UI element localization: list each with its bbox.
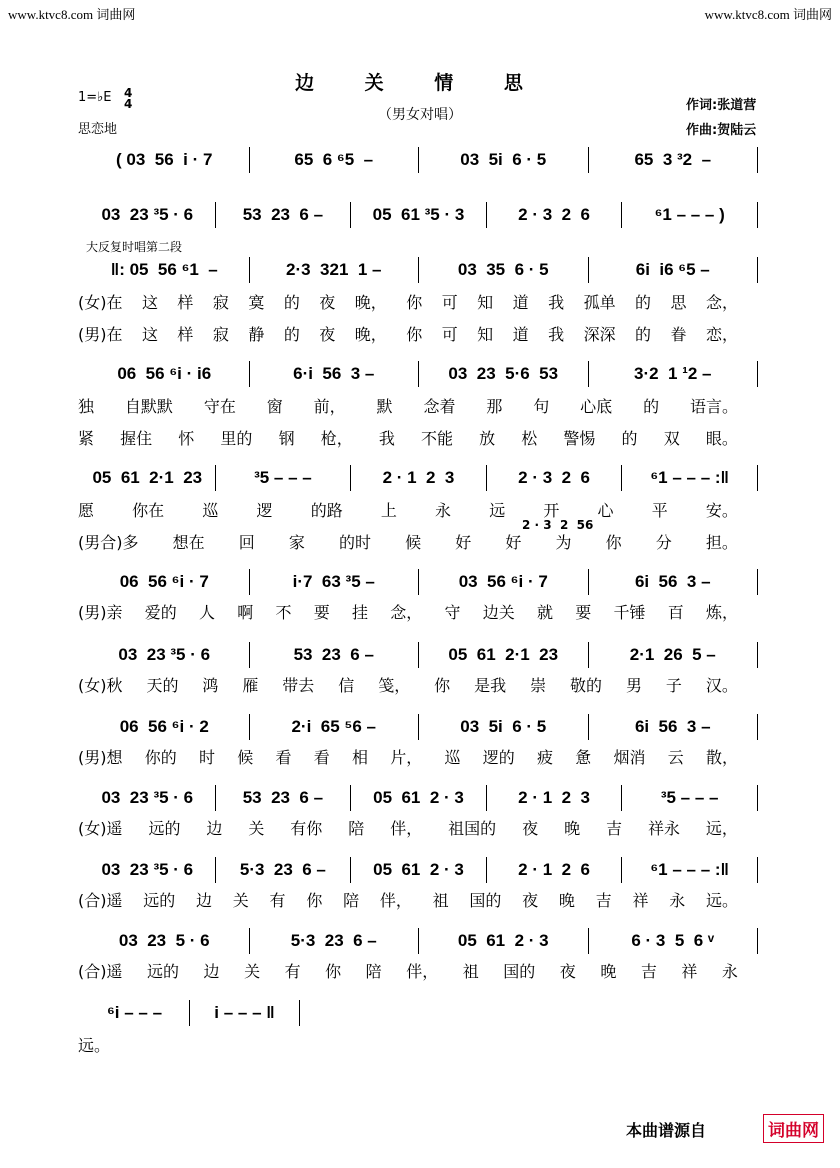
lyric-word: 眷 (670, 325, 687, 344)
bar-line (757, 465, 758, 491)
lyric-word: 语言。 (689, 397, 738, 416)
lyric-word: 云 (667, 748, 684, 767)
lyric-word: 好 (455, 533, 472, 552)
lyric-line (78, 673, 738, 696)
measure: 2 · 3 2 6 (518, 205, 590, 224)
watermark-left: www.ktvc8.com 词曲网 (8, 7, 136, 22)
lyric-word: 握住 (120, 429, 153, 448)
lyric-word: 静 (248, 325, 265, 344)
notation-line (80, 929, 758, 953)
lyric-word: (男合)多 (78, 533, 139, 552)
lyric-word: 要 (313, 603, 330, 622)
measure: 03 35 6 · 5 (457, 260, 549, 279)
lyric-word: 夜 (559, 962, 576, 981)
lyric-word: 陪 (348, 819, 365, 838)
bar-line (299, 1000, 300, 1026)
lyric-word: 吉 (640, 962, 657, 981)
lyric-word: 的 (283, 325, 300, 344)
lyric-word: 夜 (319, 293, 336, 312)
measure: 2 · 3 2 6 (518, 468, 590, 487)
lyric-word: (合)遥 (78, 891, 123, 910)
measure: 6i 56 3 – (634, 572, 711, 591)
measure: 03 23 5 · 6 (118, 931, 210, 950)
lyric-word: 祥永 (647, 819, 680, 838)
lyric-word: 远的 (147, 962, 180, 981)
measure: 6 · 3 5 6 ᵛ (631, 931, 715, 950)
lyric-word: 不 (275, 603, 292, 622)
bar-line (757, 785, 758, 811)
measure: 03 23 5·6 53 (448, 364, 559, 383)
inline-alt-notes: 2 · 3 2 56 (522, 518, 594, 532)
measure: 05 61 2·1 23 (92, 468, 203, 487)
lyric-word: 鸿 (202, 676, 219, 695)
lyric-word: 你 (306, 891, 323, 910)
lyric-word: 可 (441, 325, 458, 344)
measure: 53 23 6 – (242, 205, 324, 224)
lyric-word: 窗 (266, 397, 283, 416)
measure: 5·3 23 6 – (239, 860, 326, 879)
lyric-word: 候 (237, 748, 254, 767)
lyric-word: 永 (669, 891, 686, 910)
lyric-line (78, 290, 738, 313)
lyric-word: 看 (275, 748, 292, 767)
measure: 2 · 1 2 6 (518, 860, 590, 879)
lyric-word: (女)遥 (78, 819, 123, 838)
lyric-word: (男)想 (78, 748, 123, 767)
footer-brand-logo[interactable]: 词曲网 (763, 1114, 824, 1143)
footer-source-label: 本曲谱源自 (626, 1121, 707, 1140)
lyric-word: 远的 (143, 891, 176, 910)
lyric-word: 开 (543, 501, 560, 520)
lyric-word: 有你 (290, 819, 323, 838)
lyric-word: 孤单 (583, 293, 616, 312)
lyric-word: 思 (670, 293, 687, 312)
measure: 6·i 56 3 – (293, 364, 375, 383)
lyric-word: 念着 (423, 397, 456, 416)
lyric-word: 挂 (351, 603, 368, 622)
lyric-word: (男)在 (78, 325, 123, 344)
lyric-word: 的时 (338, 533, 371, 552)
notation-line (80, 715, 758, 739)
time-signature (124, 88, 132, 110)
measure: 5·3 23 6 – (290, 931, 377, 950)
lyric-word: 安。 (705, 501, 738, 520)
measure: 53 23 6 – (242, 788, 324, 807)
lyric-line (78, 600, 738, 623)
lyric-word: 我 (548, 325, 565, 344)
lyric-line (78, 888, 738, 911)
lyric-word: 逻的 (482, 748, 515, 767)
measure: 6i 56 3 – (634, 717, 711, 736)
bar-line (757, 361, 758, 387)
lyric-word: 远， (705, 819, 738, 838)
lyric-word: 我 (378, 429, 395, 448)
lyric-word: 为 (555, 533, 572, 552)
lyric-word: 有 (269, 891, 286, 910)
lyric-line (78, 816, 738, 839)
lyric-word: 炼， (705, 603, 738, 622)
lyric-word: 知 (477, 293, 494, 312)
measure: 05 61 2 · 3 (373, 788, 464, 807)
lyric-word: 雁 (242, 676, 259, 695)
time-sig-bottom: 4 (124, 97, 133, 111)
lyric-word: 守 (444, 603, 461, 622)
measure: 53 23 6 – (293, 645, 374, 664)
lyric-word: 夜 (522, 819, 539, 838)
composer: 作曲:贺陆云 (686, 123, 757, 138)
measure: 03 23 ³5 · 6 (101, 788, 194, 807)
lyric-word: 可 (441, 293, 458, 312)
lyric-word: 心底 (580, 397, 613, 416)
lyric-line (78, 322, 738, 345)
lyric-word: 样 (177, 293, 194, 312)
lyric-word: 关 (232, 891, 249, 910)
lyric-word: 那 (486, 397, 503, 416)
lyric-word: 边 (196, 891, 213, 910)
time-sig-top: 4 (124, 86, 133, 100)
measure: 2 · 1 2 3 (382, 468, 455, 487)
key-signature: 1=♭E (78, 90, 112, 105)
lyric-word: 伴， (390, 819, 423, 838)
lyric-word: 关 (244, 962, 261, 981)
lyric-word: 的 (643, 397, 660, 416)
lyric-word: 祖 (432, 891, 449, 910)
measure: ‖: 05 56 ⁶1 – (110, 260, 218, 279)
lyric-word: 里的 (220, 429, 253, 448)
bar-line (757, 714, 758, 740)
notation-line (80, 362, 758, 386)
lyric-word: 永 (435, 501, 452, 520)
lyric-word: 钢 (278, 429, 295, 448)
lyric-word: 回 (238, 533, 255, 552)
notation-line (80, 258, 758, 282)
lyric-line (78, 498, 738, 521)
lyric-word: 散， (705, 748, 738, 767)
lyric-word: 家 (288, 533, 305, 552)
measure: 3·2 1 ¹2 – (634, 364, 712, 383)
lyric-word: 怀 (178, 429, 195, 448)
bar-line (757, 147, 758, 173)
lyric-word: 深深 (583, 325, 616, 344)
lyric-word: 道 (512, 293, 529, 312)
lyric-word: 祥 (681, 962, 698, 981)
bar-line (757, 202, 758, 228)
bar-line (757, 857, 758, 883)
lyric-word: 担。 (705, 533, 738, 552)
lyric-word: 你 (325, 962, 342, 981)
notation-line (80, 570, 758, 594)
lyric-line (78, 394, 738, 417)
lyric-word: 眼。 (705, 429, 738, 448)
lyric-word: 恋， (705, 325, 738, 344)
measure: ³5 – – – (254, 468, 312, 487)
lyric-word: 不能 (420, 429, 453, 448)
measure: 05 61 ³5 · 3 (372, 205, 465, 224)
lyric-word: 边关 (482, 603, 515, 622)
lyric-word: 想在 (172, 533, 205, 552)
measure: 03 23 ³5 · 6 (101, 205, 194, 224)
lyric-word: 惫 (575, 748, 592, 767)
lyric-word: 样 (177, 325, 194, 344)
lyric-word: 心 (597, 501, 614, 520)
lyric-word: 远。 (705, 891, 738, 910)
measure: 03 56 ⁶i · 7 (458, 572, 548, 591)
song-subtitle: （男女对唱） (378, 107, 462, 123)
lyric-word: 爱的 (144, 603, 177, 622)
measure: 2·3 321 1 – (286, 260, 382, 279)
lyric-word: (女)秋 (78, 676, 123, 695)
lyric-word: 远的 (148, 819, 181, 838)
lyric-word: 烟消 (613, 748, 646, 767)
notation-line (80, 858, 758, 882)
bar-line (757, 569, 758, 595)
lyric-word: 祖国的 (448, 819, 497, 838)
lyricist: 作词:张道营 (686, 98, 757, 113)
lyric-word: 你 (605, 533, 622, 552)
repeat-note: 大反复时唱第二段 (86, 240, 183, 254)
lyric-word: 巡 (202, 501, 219, 520)
lyric-line (78, 426, 738, 449)
lyric-word: 远。 (78, 1036, 111, 1055)
lyric-word: 晚 (558, 891, 575, 910)
lyric-word: 你 (406, 293, 423, 312)
measure: 6i i6 ⁶5 – (635, 260, 710, 279)
lyric-word: 要 (575, 603, 592, 622)
measure: 2·i 65 ⁵6 – (291, 717, 377, 736)
lyric-word: 你 (406, 325, 423, 344)
notation-line (80, 786, 758, 810)
measure: 03 5i 6 · 5 (460, 717, 547, 736)
lyric-word: 晚 (564, 819, 581, 838)
lyric-word: 天的 (146, 676, 179, 695)
lyric-word: (男)亲 (78, 603, 123, 622)
measure: 2 · 1 2 3 (518, 788, 590, 807)
lyric-word: (合)遥 (78, 962, 123, 981)
measure: 05 61 2 · 3 (457, 931, 549, 950)
expression-mark: 思恋地 (78, 122, 118, 137)
lyric-word: 吉 (606, 819, 623, 838)
lyric-word: 远 (489, 501, 506, 520)
lyric-word: 国的 (469, 891, 502, 910)
lyric-word: 这 (141, 293, 158, 312)
lyric-word: 千锤 (613, 603, 646, 622)
lyric-word: 寂 (212, 325, 229, 344)
lyric-word: 男 (625, 676, 642, 695)
lyric-word: 崇 (530, 676, 547, 695)
measure: 65 3 ³2 – (634, 150, 712, 169)
lyric-word: 伴， (406, 962, 439, 981)
lyric-word: 你的 (144, 748, 177, 767)
lyric-word: 这 (141, 325, 158, 344)
lyric-word: 带去 (282, 676, 315, 695)
lyric-word: 啊 (237, 603, 254, 622)
lyric-word: 祥 (632, 891, 649, 910)
lyric-line (78, 530, 738, 553)
measure: i – – – ‖ (214, 1003, 275, 1022)
notation-line (80, 148, 758, 172)
measure: 05 61 2 · 3 (373, 860, 464, 879)
lyric-word: 伴， (379, 891, 412, 910)
notation-line (80, 1001, 300, 1025)
lyric-line (78, 959, 738, 982)
measure: 65 6 ⁶5 – (294, 150, 374, 169)
lyric-word: 巡 (444, 748, 461, 767)
lyric-word: 你在 (132, 501, 165, 520)
lyric-line (78, 745, 738, 768)
lyric-word: 守在 (203, 397, 236, 416)
lyric-word: 相 (351, 748, 368, 767)
lyric-word: 陪 (365, 962, 382, 981)
lyric-word: 松 (521, 429, 538, 448)
notation-line (80, 466, 758, 490)
measure: ⁶1 – – – ) (654, 205, 725, 224)
measure: 03 5i 6 · 5 (460, 150, 547, 169)
lyric-word: 国的 (503, 962, 536, 981)
lyric-word: 夜 (319, 325, 336, 344)
lyric-word: 放 (479, 429, 496, 448)
lyric-word: 的路 (310, 501, 343, 520)
lyric-word: 有 (284, 962, 301, 981)
lyric-word: 句 (533, 397, 550, 416)
measure: 05 61 2·1 23 (448, 645, 559, 664)
lyric-word: 笺， (378, 676, 411, 695)
watermark-right: www.ktvc8.com 词曲网 (704, 7, 832, 22)
lyric-word: 关 (248, 819, 265, 838)
measure: ⁶i – – – (106, 1003, 163, 1022)
lyric-word: 你 (434, 676, 451, 695)
lyric-word: 是我 (474, 676, 507, 695)
lyric-word: 前， (313, 397, 346, 416)
lyric-word: 候 (405, 533, 422, 552)
measure: i·7 63 ³5 – (292, 572, 375, 591)
measure: 03 23 ³5 · 6 (101, 860, 194, 879)
notation-line (80, 643, 758, 667)
measure: 03 23 ³5 · 6 (118, 645, 211, 664)
measure: 06 56 ⁶i · 2 (119, 717, 209, 736)
lyric-word: 念， (705, 293, 738, 312)
lyric-word: 陪 (343, 891, 360, 910)
lyric-word: 祖 (462, 962, 479, 981)
lyric-word: 道 (512, 325, 529, 344)
lyric-word: 寂 (212, 293, 229, 312)
lyric-word: 晚， (354, 293, 387, 312)
lyric-word: 片， (390, 748, 423, 767)
bar-line (757, 928, 758, 954)
lyric-word: 永 (721, 962, 738, 981)
lyric-word: 晚 (600, 962, 617, 981)
lyric-word: 寞 (248, 293, 265, 312)
lyric-line (78, 1033, 118, 1056)
lyric-word: 独 (78, 397, 95, 416)
lyric-word: 敬的 (570, 676, 603, 695)
lyric-word: 晚， (354, 325, 387, 344)
lyric-word: 时 (198, 748, 215, 767)
lyric-word: (女)在 (78, 293, 123, 312)
measure: ⁶1 – – – :‖ (650, 468, 729, 487)
measure: ⁶1 – – – :‖ (650, 860, 729, 879)
lyric-word: 念， (390, 603, 423, 622)
lyric-word: 边 (206, 819, 223, 838)
lyric-word: 逻 (256, 501, 273, 520)
lyric-word: 的 (621, 429, 638, 448)
lyric-word: 边 (203, 962, 220, 981)
lyric-word: 的 (635, 293, 652, 312)
lyric-word: 子 (665, 676, 682, 695)
song-title: 边 关 情 思 (295, 72, 545, 94)
lyric-word: 警惕 (563, 429, 596, 448)
measure: 06 56 ⁶i · i6 (117, 364, 212, 383)
lyric-word: 双 (663, 429, 680, 448)
measure: 2·1 26 5 – (629, 645, 716, 664)
lyric-word: 好 (505, 533, 522, 552)
lyric-word: 夜 (522, 891, 539, 910)
lyric-word: 紧 (78, 429, 95, 448)
lyric-word: 枪， (320, 429, 353, 448)
measure: 06 56 ⁶i · 7 (119, 572, 209, 591)
lyric-word: 看 (313, 748, 330, 767)
measure: ( 03 56 i · 7 (116, 150, 213, 169)
notation-line (80, 203, 758, 227)
lyric-word: 的 (635, 325, 652, 344)
lyric-word: 知 (477, 325, 494, 344)
measure: ³5 – – – (660, 788, 719, 807)
lyric-word: 默 (376, 397, 393, 416)
lyric-word: 吉 (595, 891, 612, 910)
lyric-word: 人 (198, 603, 215, 622)
lyric-word: 汉。 (705, 676, 738, 695)
lyric-word: 就 (536, 603, 553, 622)
lyric-word: 疲 (536, 748, 553, 767)
lyric-word: 我 (548, 293, 565, 312)
lyric-word: 愿 (78, 501, 95, 520)
bar-line (757, 257, 758, 283)
lyric-word: 上 (380, 501, 397, 520)
lyric-word: 信 (338, 676, 355, 695)
lyric-word: 自默默 (124, 397, 173, 416)
lyric-word: 平 (651, 501, 668, 520)
bar-line (757, 642, 758, 668)
lyric-word: 百 (667, 603, 684, 622)
lyric-word: 分 (655, 533, 672, 552)
lyric-word: 的 (283, 293, 300, 312)
